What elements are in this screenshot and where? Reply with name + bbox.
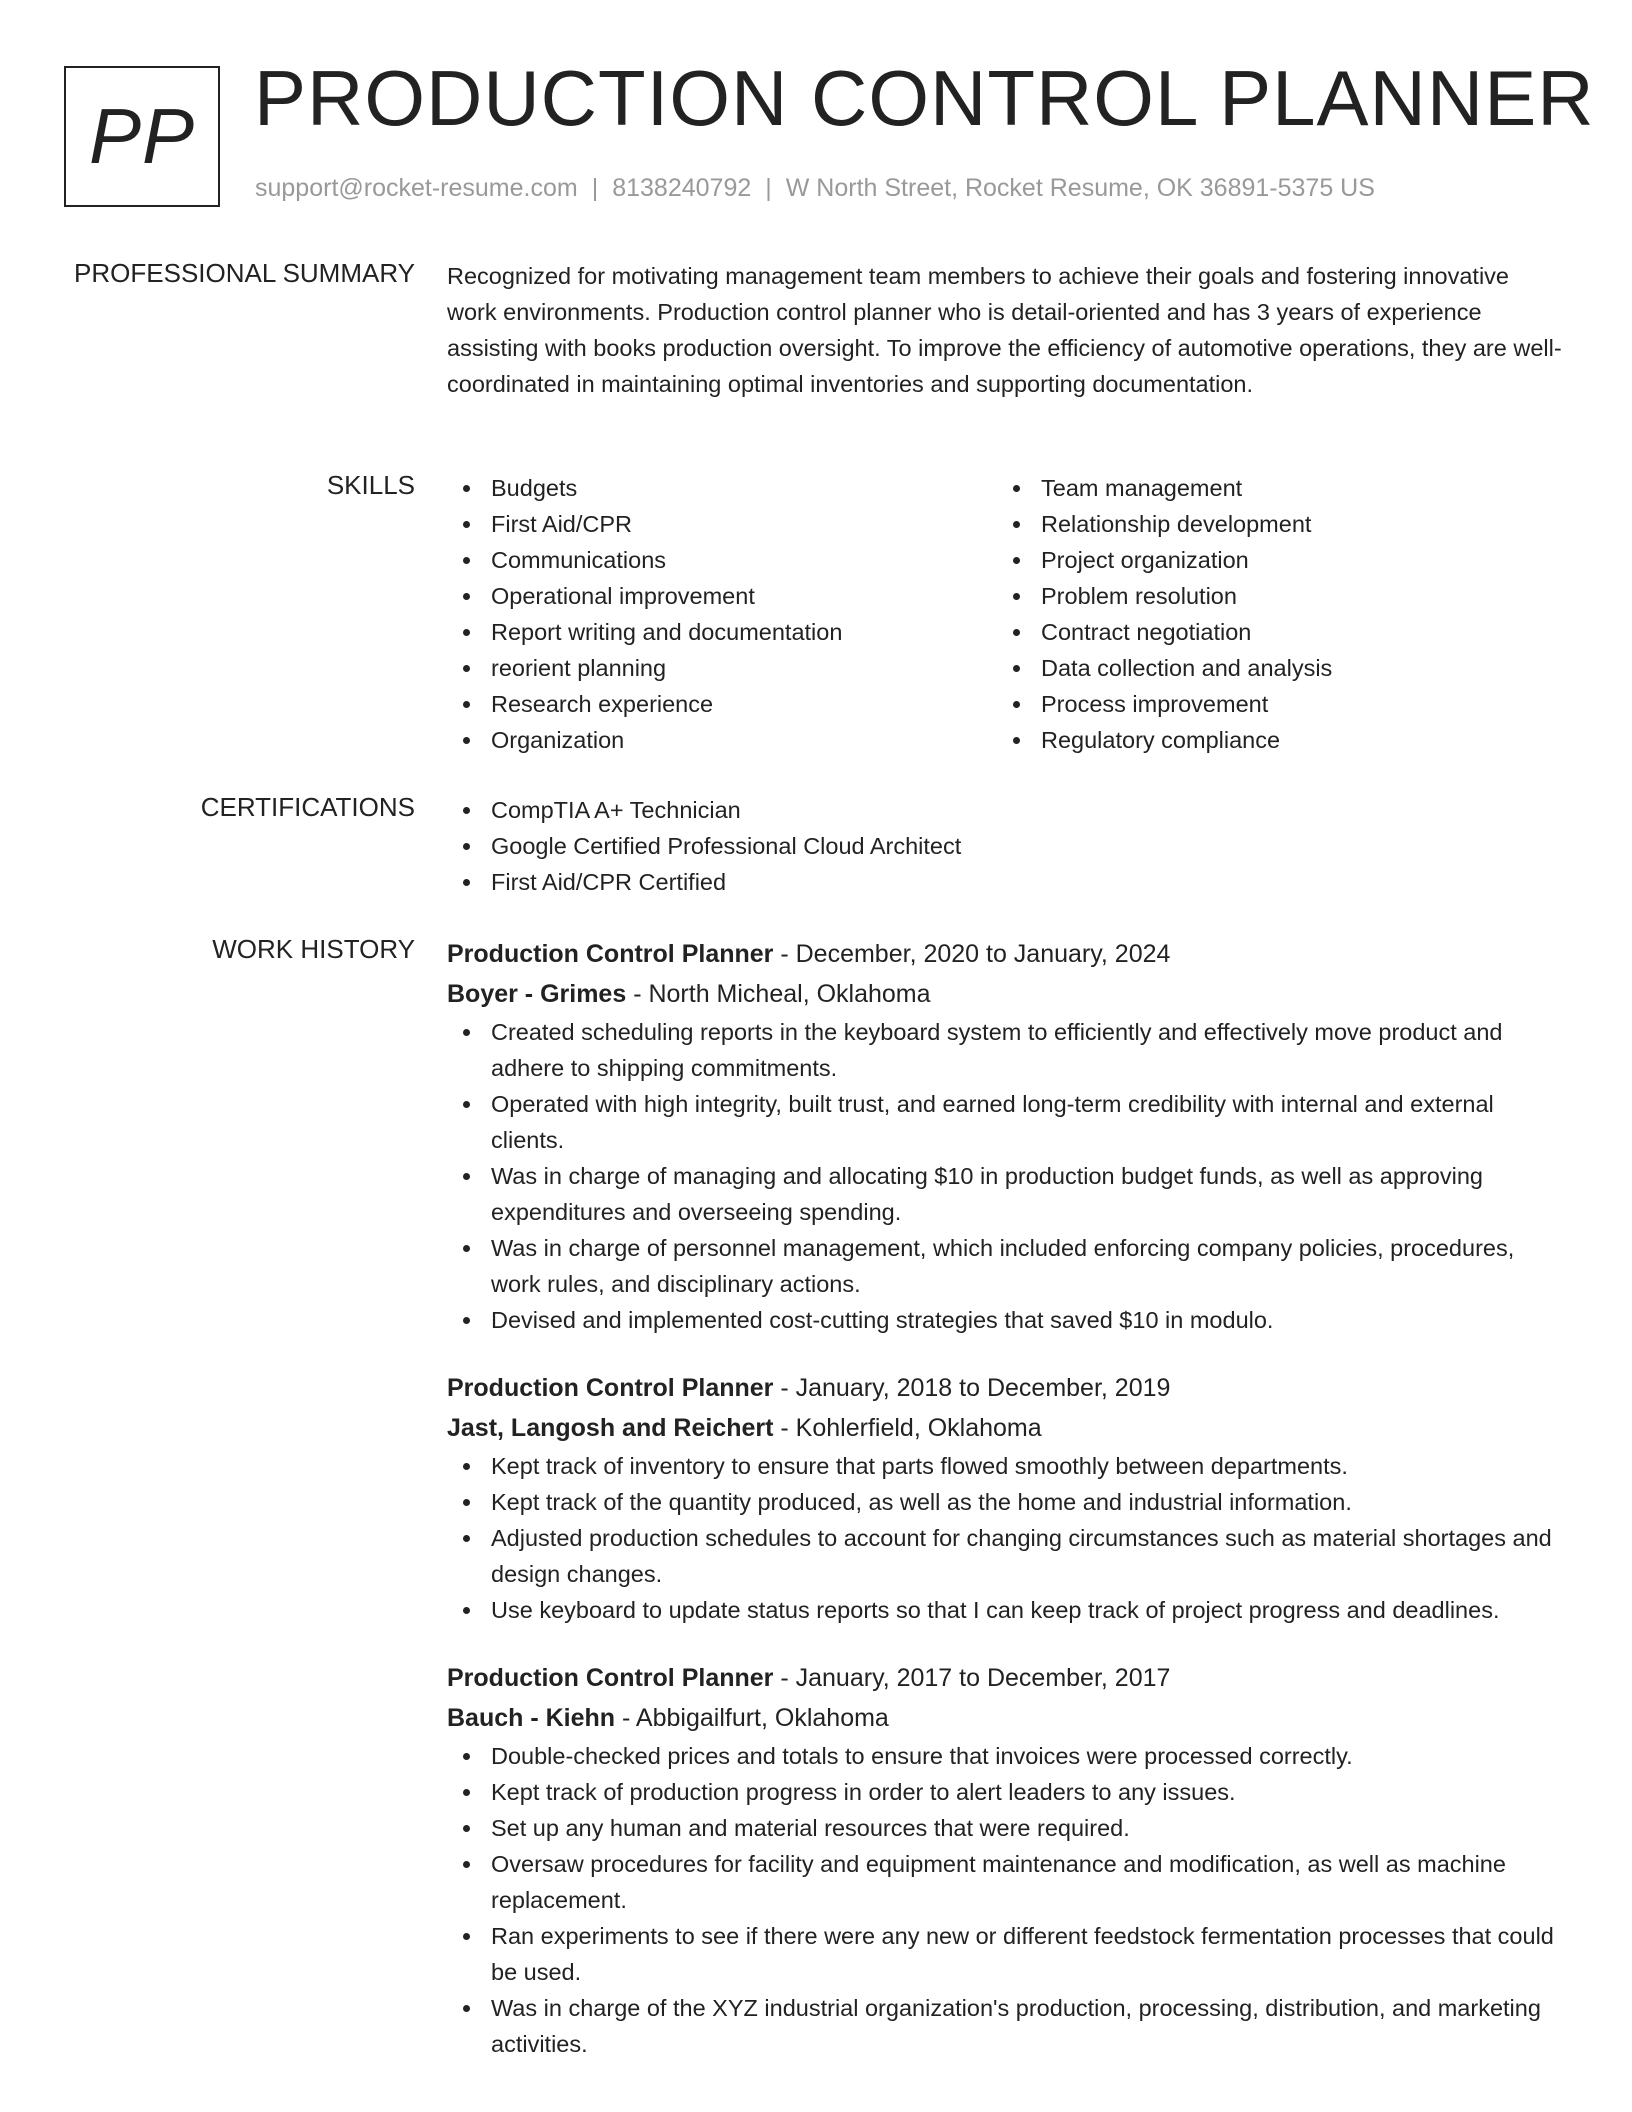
- job-title: Production Control Planner: [447, 1664, 774, 1692]
- skill-item: Problem resolution: [997, 578, 1547, 614]
- job-bullet: Adjusted production schedules to account for changing circumstances such as material shortages and design changes.: [447, 1520, 1562, 1592]
- section-heading: WORK HISTORY: [212, 934, 415, 964]
- job-dates: - December, 2020 to January, 2024: [773, 940, 1171, 968]
- job-bullets: [447, 1738, 1562, 2062]
- contact-phone: 8138240792: [612, 174, 752, 202]
- job-title: Production Control Planner: [447, 1374, 774, 1402]
- section-heading: SKILLS: [326, 470, 415, 500]
- job-company-line: [447, 1698, 1562, 1738]
- skills-body: [447, 470, 1562, 758]
- job-bullet: Ran experiments to see if there were any new or different feedstock fermentation processes that could be used.: [447, 1918, 1562, 1990]
- job-dates: - January, 2018 to December, 2019: [773, 1374, 1171, 1402]
- page-title: PRODUCTION CONTROL PLANNER: [254, 54, 1595, 142]
- job-bullet: Double-checked prices and totals to ensure that invoices were processed correctly.: [447, 1738, 1562, 1774]
- skills-list-left: [447, 470, 997, 758]
- job-dates: - January, 2017 to December, 2017: [773, 1664, 1171, 1692]
- job-location: - Kohlerfield, Oklahoma: [773, 1414, 1042, 1442]
- contact-separator: |: [765, 174, 772, 202]
- job-bullet: Oversaw procedures for facility and equipment maintenance and modification, as well as machine replacement.: [447, 1846, 1562, 1918]
- job-company: Boyer - Grimes: [447, 980, 627, 1008]
- job-entry: [447, 934, 1562, 1338]
- job-title-line: [447, 1658, 1562, 1698]
- job-company-line: [447, 974, 1562, 1014]
- job-bullets: [447, 1014, 1562, 1338]
- skill-item: Relationship development: [997, 506, 1547, 542]
- job-bullet: Use keyboard to update status reports so that I can keep track of project progress and deadlines.: [447, 1592, 1562, 1628]
- skill-item: First Aid/CPR: [447, 506, 997, 542]
- certifications-list: [447, 792, 1562, 900]
- job-bullet: Kept track of production progress in order to alert leaders to any issues.: [447, 1774, 1562, 1810]
- summary-text: Recognized for motivating management team members to achieve their goals and fostering innovative work environments. Production control planner who is detail-oriented and has 3 years of experience assisting with books production oversight. To improve the efficiency of automotive operations, they are well-coordinated in maintaining optimal inventories and supporting documentation.: [447, 263, 1562, 397]
- job-company-line: [447, 1408, 1562, 1448]
- certification-item: Google Certified Professional Cloud Architect: [447, 828, 1562, 864]
- job-title-line: [447, 934, 1562, 974]
- skills-columns: [447, 470, 1562, 758]
- skill-item: Data collection and analysis: [997, 650, 1547, 686]
- job-bullet: Was in charge of personnel management, which included enforcing company policies, procedures, work rules, and disciplinary actions.: [447, 1230, 1562, 1302]
- section-heading: CERTIFICATIONS: [200, 792, 415, 822]
- skill-item: Communications: [447, 542, 997, 578]
- certification-item: First Aid/CPR Certified: [447, 864, 1562, 900]
- job-bullet: Kept track of inventory to ensure that parts flowed smoothly between departments.: [447, 1448, 1562, 1484]
- certifications-body: [447, 792, 1562, 900]
- section-heading: PROFESSIONAL SUMMARY: [74, 258, 415, 288]
- skill-item: reorient planning: [447, 650, 997, 686]
- job-entry: [447, 1658, 1562, 2062]
- job-location: - North Micheal, Oklahoma: [626, 980, 931, 1008]
- job-title-line: [447, 1368, 1562, 1408]
- job-bullet: Devised and implemented cost-cutting strategies that saved $10 in modulo.: [447, 1302, 1562, 1338]
- skill-item: Contract negotiation: [997, 614, 1547, 650]
- summary-body: [447, 258, 1562, 402]
- job-title: Production Control Planner: [447, 940, 774, 968]
- job-bullet: Set up any human and material resources that were required.: [447, 1810, 1562, 1846]
- contact-line: [255, 174, 1375, 203]
- job-bullets: [447, 1448, 1562, 1628]
- contact-address: W North Street, Rocket Resume, OK 36891-5375 US: [785, 174, 1375, 202]
- skill-item: Team management: [997, 470, 1547, 506]
- monogram-logo: PP: [64, 66, 220, 207]
- skill-item: Report writing and documentation: [447, 614, 997, 650]
- contact-email: support@rocket-resume.com: [255, 174, 578, 202]
- skill-item: Regulatory compliance: [997, 722, 1547, 758]
- job-bullet: Operated with high integrity, built trust, and earned long-term credibility with internal and external clients.: [447, 1086, 1562, 1158]
- job-bullet: Created scheduling reports in the keyboard system to efficiently and effectively move product and adhere to shipping commitments.: [447, 1014, 1562, 1086]
- job-bullet: Kept track of the quantity produced, as well as the home and industrial information.: [447, 1484, 1562, 1520]
- skill-item: Budgets: [447, 470, 997, 506]
- skill-item: Operational improvement: [447, 578, 997, 614]
- skills-list-right: [997, 470, 1547, 758]
- work-history-body: [447, 934, 1562, 2062]
- contact-separator: |: [591, 174, 599, 202]
- job-bullet: Was in charge of the XYZ industrial organization's production, processing, distribution, and marketing activities.: [447, 1990, 1562, 2062]
- job-company: Jast, Langosh and Reichert: [447, 1414, 774, 1442]
- job-bullet: Was in charge of managing and allocating $10 in production budget funds, as well as approving expenditures and overseeing spending.: [447, 1158, 1562, 1230]
- skill-item: Process improvement: [997, 686, 1547, 722]
- job-location: - Abbigailfurt, Oklahoma: [615, 1704, 889, 1732]
- job-company: Bauch - Kiehn: [447, 1704, 616, 1732]
- skill-item: Organization: [447, 722, 997, 758]
- skill-item: Project organization: [997, 542, 1547, 578]
- skill-item: Research experience: [447, 686, 997, 722]
- certification-item: CompTIA A+ Technician: [447, 792, 1562, 828]
- job-entry: [447, 1368, 1562, 1628]
